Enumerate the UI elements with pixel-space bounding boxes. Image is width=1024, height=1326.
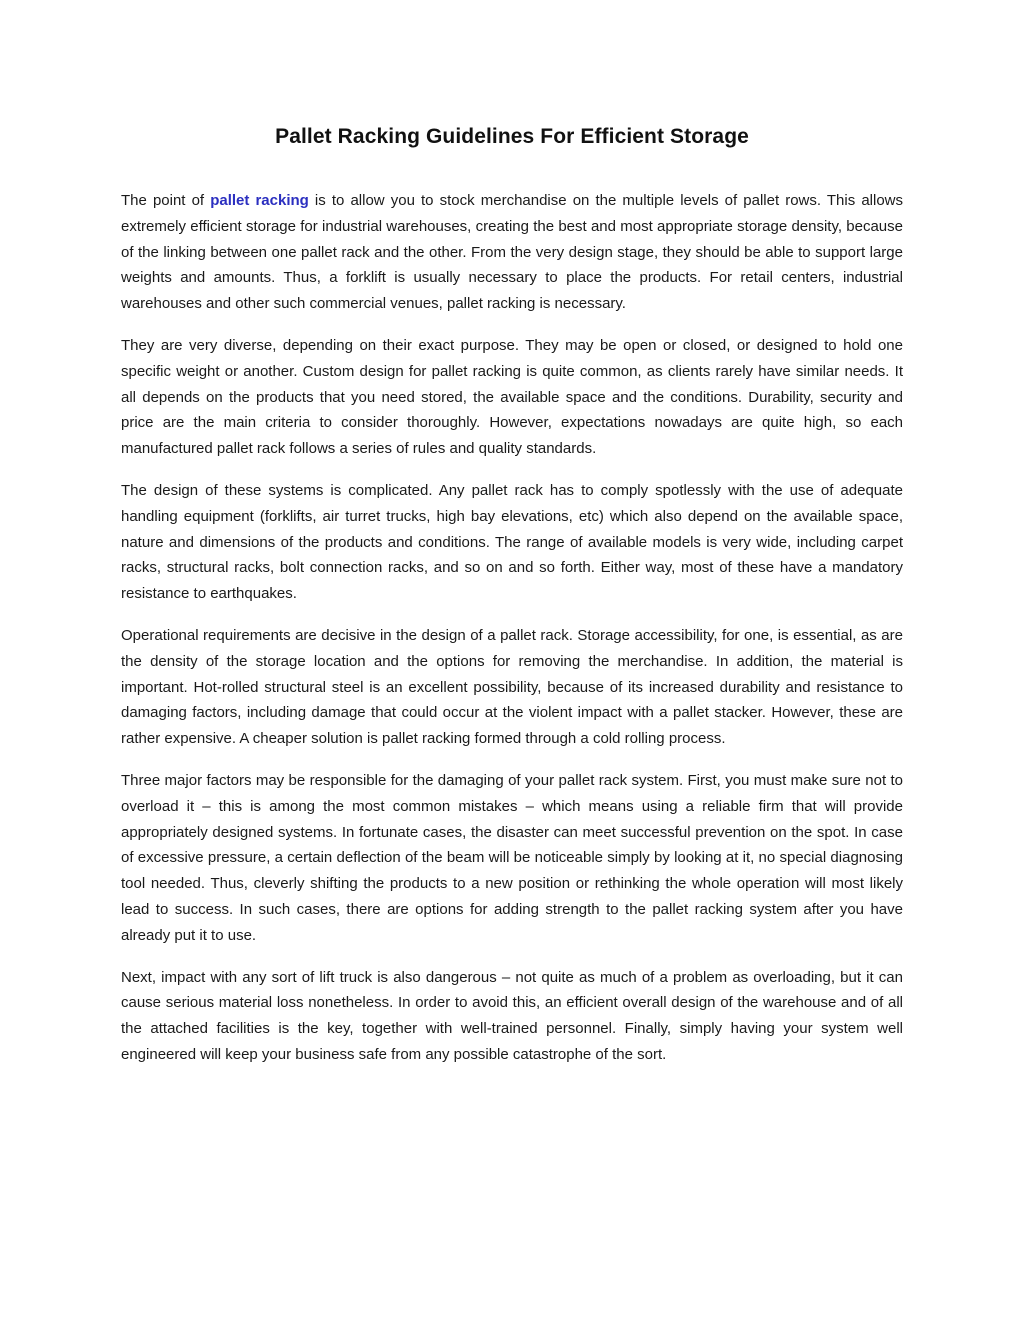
document-title: Pallet Racking Guidelines For Efficient Storage bbox=[275, 125, 749, 148]
paragraph-4: Operational requirements are decisive in the design of a pallet rack. Storage accessibility, for one, is essential, as are the density of the storage location and the options for removing the merchandise. In addition, the material is important. Hot-rolled structural steel is an excellent possibility, because of its increased durability and resistance to damaging factors, including damage that could occur at the violent impact with a pallet stacker. However, these are rather expensive. A cheaper solution is pallet racking formed through a cold rolling process. bbox=[121, 626, 903, 748]
paragraph-6: Next, impact with any sort of lift truck is also dangerous – not quite as much of a problem as overloading, but it can cause serious material loss nonetheless. In order to avoid this, an efficient overall design of the warehouse and of all the attached facilities is the key, together with well-trained personnel. Finally, simply having your system well engineered will keep your business safe from any possible catastrophe of the sort. bbox=[121, 968, 903, 1063]
document-body bbox=[121, 188, 903, 1084]
paragraph-3: The design of these systems is complicated. Any pallet rack has to comply spotlessly with the use of adequate handling equipment (forklifts, air turret trucks, high bay elevations, etc) which also depend on the available space, nature and dimensions of the products and conditions. The range of available models is very wide, including carpet racks, structural racks, bolt connection racks, and so on and so forth. Either way, most of these have a mandatory resistance to earthquakes. bbox=[121, 481, 903, 603]
paragraph-5: Three major factors may be responsible for the damaging of your pallet rack system. First, you must make sure not to overload it – this is among the most common mistakes – which means using a reliable firm that will provide appropriately designed systems. In fortunate cases, the disaster can meet successful prevention on the spot. In case of excessive pressure, a certain deflection of the beam will be noticeable simply by looking at it, no special diagnosing tool needed. Thus, cleverly shifting the products to a new position or rethinking the whole operation will most likely lead to success. In such cases, there are options for adding strength to the pallet racking system after you have already put it to use. bbox=[121, 771, 903, 944]
paragraph-1 bbox=[121, 188, 903, 317]
paragraph-1-intro: The point of bbox=[121, 192, 211, 209]
paragraph-2: They are very diverse, depending on their exact purpose. They may be open or closed, or designed to hold one specific weight or another. Custom design for pallet racking is quite common, as clients rarely have similar needs. It all depends on the products that you need stored, the available space and the conditions. Durability, security and price are the main criteria to consider thoroughly. However, expectations nowadays are quite high, so each manufactured pallet rack follows a series of rules and quality standards. bbox=[121, 336, 903, 458]
pallet-racking-link[interactable]: pallet racking bbox=[210, 192, 309, 209]
paragraph-1-rest: is to allow you to stock merchandise on the multiple levels of pallet rows. This allows extremely efficient storage for industrial warehouses, creating the best and most appropriate storage density, because of the linking between one pallet rack and the other. From the very design stage, they should be able to support large weights and amounts. Thus, a forklift is usually necessary to place the products. For retail centers, industrial warehouses and other such commercial venues, pallet racking is necessary. bbox=[121, 192, 904, 313]
